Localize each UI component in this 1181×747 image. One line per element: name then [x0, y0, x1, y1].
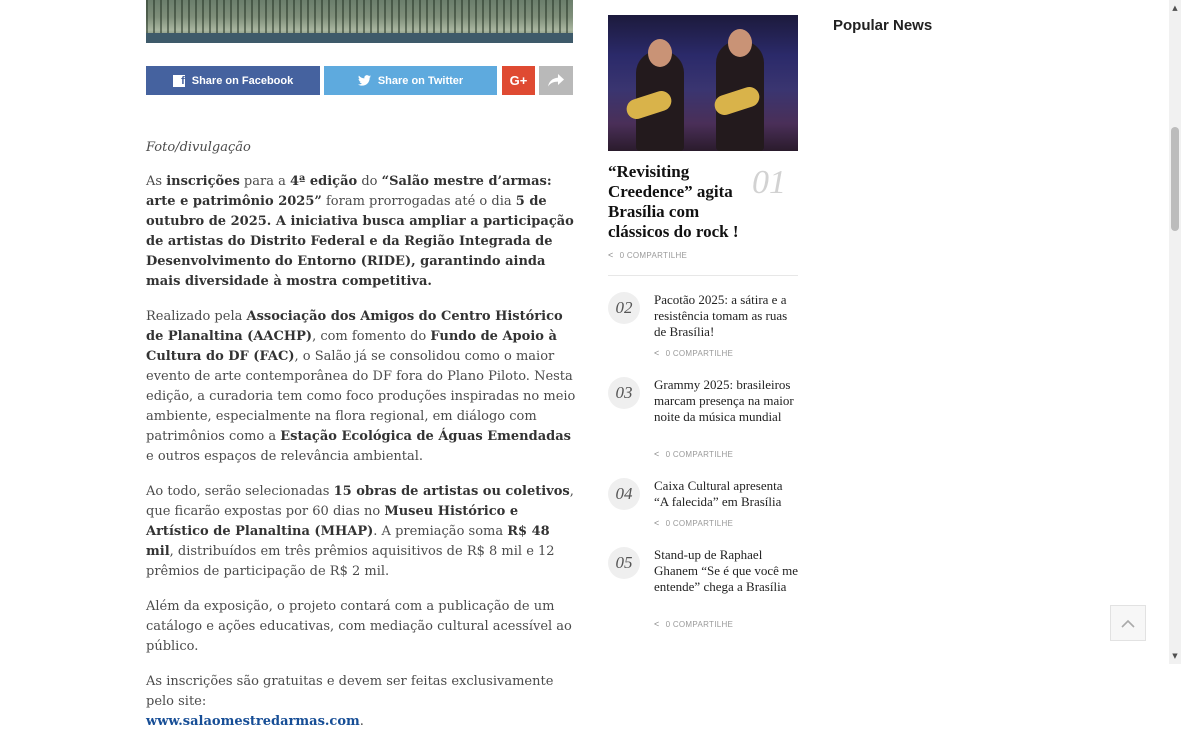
popular-news-heading: Popular News	[833, 17, 933, 34]
article-body	[146, 138, 576, 747]
site-link[interactable]: www.salaomestredarmas.com	[146, 714, 360, 729]
twitter-icon	[358, 75, 371, 86]
divider	[608, 275, 798, 276]
photo-caption: Foto/divulgação	[146, 140, 251, 155]
scroll-to-top-button[interactable]	[1110, 605, 1146, 641]
share-icon: <	[654, 518, 660, 528]
featured-share-count[interactable]: < 0 COMPARTILHE	[608, 250, 688, 260]
news-rank-badge: 05	[608, 547, 640, 579]
share-icon: <	[654, 449, 660, 459]
share-google-button[interactable]	[502, 66, 535, 95]
facebook-icon: f	[173, 75, 185, 87]
news-item-title[interactable]: Grammy 2025: brasileiros marcam presença na maior noite da música mundial	[654, 377, 794, 424]
paragraph-1: As inscrições para a 4ª edição do “Salão mestre d’armas: arte e patrimônio 2025” foram prorrogadas até o dia 5 de outubro de 2025. A iniciativa busca ampliar a participação de artistas do Distrito Federal e da Região Integrada de Desenvolvimento do Entorno (RIDE), garantindo ainda mais diversidade à mostra competitiva.	[146, 174, 574, 289]
article-hero-image	[146, 0, 573, 43]
news-item-title[interactable]: Pacotão 2025: a sátira e a resistência tomam as ruas de Brasília!	[654, 292, 788, 339]
news-item-title[interactable]: Caixa Cultural apresenta “A falecida” em Brasília	[654, 478, 783, 509]
share-icon: <	[654, 619, 660, 629]
news-rank-badge: 04	[608, 478, 640, 510]
google-plus-icon: G+	[509, 73, 528, 88]
news-rank-badge: 02	[608, 292, 640, 324]
paragraph-2: Realizado pela Associação dos Amigos do Centro Histórico de Planaltina (AACHP), com fomento do Fundo de Apoio à Cultura do DF (FAC), o Salão já se consolidou como o maior evento de arte contemporânea do DF fora do Plano Piloto. Nesta edição, a curadoria tem como foco produções inspiradas no meio ambiente, especialmente na flora regional, em diálogo com patrimônios como a Estação Ecológica de Águas Emendadas e outros espaços de relevância ambiental.	[146, 309, 576, 464]
news-item-title[interactable]: Stand-up de Raphael Ghanem “Se é que você me entende” chega a Brasília	[654, 547, 799, 594]
featured-news-rank: 01	[752, 164, 786, 201]
chevron-up-icon	[1121, 619, 1135, 628]
scrollbar-track[interactable]	[1169, 0, 1181, 664]
share-arrow-icon	[548, 74, 564, 87]
share-facebook-label: Share on Facebook	[191, 74, 294, 87]
news-rank-badge: 03	[608, 377, 640, 409]
scroll-down-arrow-icon[interactable]: ▼	[1172, 652, 1178, 660]
scroll-up-arrow-icon[interactable]: ▲	[1172, 4, 1178, 12]
share-twitter-label: Share on Twitter	[377, 74, 464, 87]
featured-news-title[interactable]: “Revisiting Creedence” agita Brasília com clássicos do rock !	[608, 162, 739, 241]
share-facebook-button[interactable]	[146, 66, 320, 95]
paragraph-3: Ao todo, serão selecionadas 15 obras de artistas ou coletivos, que ficarão expostas por 60 dias no Museu Histórico e Artístico de Planaltina (MHAP). A premiação soma R$ 48 mil, distribuídos em três prêmios aquisitivos de R$ 8 mil e 12 prêmios de participação de R$ 2 mil.	[146, 484, 574, 579]
paragraph-5: As inscrições são gratuitas e devem ser feitas exclusivamente pelo site: www.salaomestredarmas.com.	[146, 674, 554, 729]
share-icon: <	[608, 250, 614, 260]
share-icon: <	[654, 348, 660, 358]
scrollbar-thumb[interactable]	[1171, 127, 1179, 231]
news-item-share-count[interactable]: < 0 COMPARTILHE	[654, 348, 734, 358]
share-twitter-button[interactable]	[324, 66, 497, 95]
paragraph-4: Além da exposição, o projeto contará com a publicação de um catálogo e ações educativas, com mediação cultural acessível ao público.	[146, 599, 572, 654]
news-item-share-count[interactable]: < 0 COMPARTILHE	[654, 619, 734, 629]
news-item-share-count[interactable]: < 0 COMPARTILHE	[654, 518, 734, 528]
share-more-button[interactable]	[539, 66, 573, 95]
news-item-share-count[interactable]: < 0 COMPARTILHE	[654, 449, 734, 459]
featured-news-thumbnail[interactable]	[608, 15, 798, 151]
